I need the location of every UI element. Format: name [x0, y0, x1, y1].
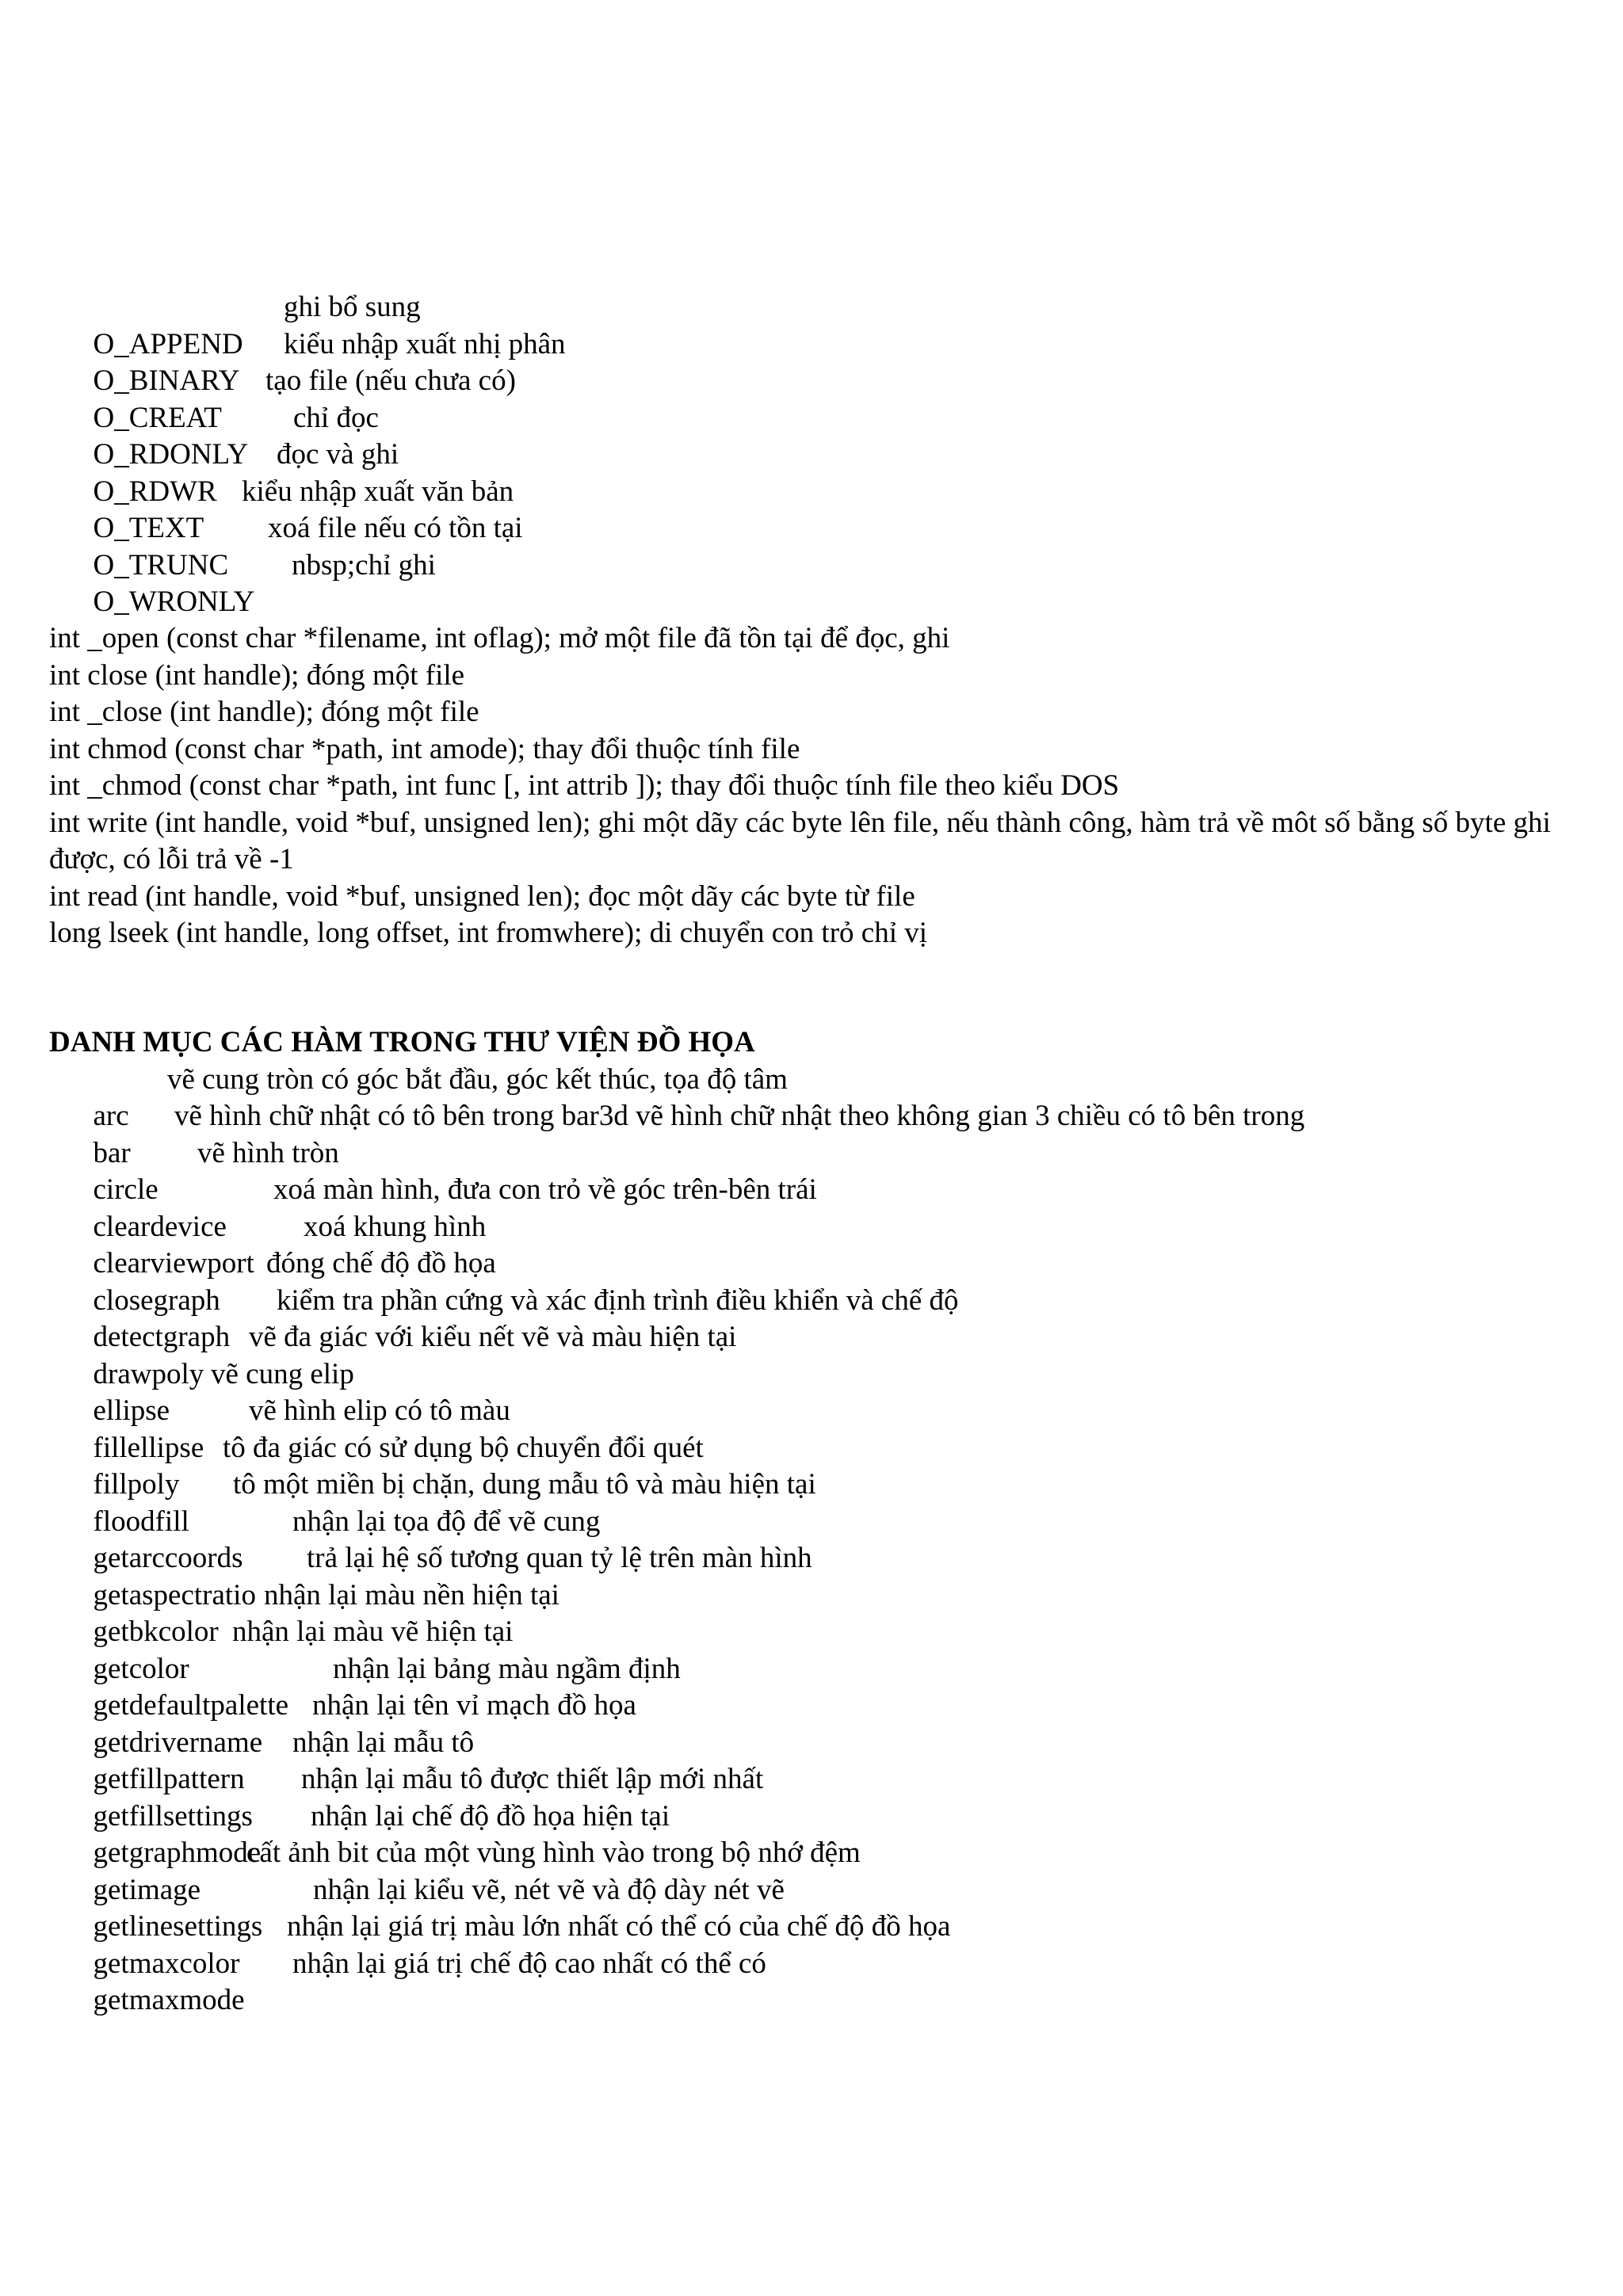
flag-description: ghi bổ sung — [284, 291, 421, 323]
function-description: vẽ hình chữ nhật có tô bên trong bar3d vẽ hình chữ nhật theo không gian 3 chiều có tô bên trong — [174, 1100, 1305, 1132]
flag-name: O_RDONLY — [93, 438, 249, 471]
function-line: int _chmod (const char *path, int func [, int attrib ]); thay đổi thuộc tính file theo kiểu DOS — [49, 769, 1120, 802]
function-description: vẽ hình tròn — [197, 1136, 339, 1169]
function-description: nhận lại màu vẽ hiện tại — [232, 1615, 514, 1648]
flag-description: tạo file (nếu chưa có) — [265, 364, 516, 397]
graphics-library-section — [49, 1024, 1587, 2016]
flag-name: O_TEXT — [93, 512, 204, 544]
flag-description: đọc và ghi — [277, 438, 399, 471]
function-description: nhận lại tọa độ để vẽ cung — [292, 1505, 601, 1538]
function-description: nhận lại mẫu tô — [292, 1726, 475, 1759]
function-name: detectgraph — [93, 1321, 231, 1353]
function-name: getmaxcolor — [93, 1947, 240, 1980]
flag-description: xoá file nếu có tồn tại — [268, 512, 523, 544]
function-description: nhận lại tên vỉ mạch đồ họa — [312, 1689, 636, 1722]
function-line: int _open (const char *filename, int oflag); mở một file đã tồn tại để đọc, ghi — [49, 622, 950, 654]
function-name: drawpoly — [93, 1357, 204, 1390]
flag-name: O_RDWR — [93, 475, 217, 508]
function-description: nhận lại chế độ đồ họa hiện tại — [311, 1799, 670, 1833]
flag-name: O_WRONLY — [93, 585, 255, 618]
function-line: int write (int handle, void *buf, unsigned len); ghi một dãy các byte lên file, nếu thành công, hàm trả về môt số bằng số byte ghi được, có lỗi trả về -1 — [49, 806, 1551, 875]
graphics-function-row — [49, 1946, 1587, 2016]
function-name: fillpoly — [93, 1468, 180, 1501]
function-name: getmaxmode — [93, 1984, 245, 2016]
function-name: getdrivername — [93, 1726, 263, 1759]
function-description: tô đa giác có sử dụng bộ chuyển đổi quét — [223, 1431, 704, 1464]
function-name: getfillpattern — [93, 1763, 245, 1795]
function-description: vẽ cung tròn có góc bắt đầu, góc kết thúc, tọa độ tâm — [167, 1062, 788, 1096]
function-description: nhận lại màu nền hiện tại — [264, 1578, 559, 1611]
function-name: getaspectratio — [93, 1578, 256, 1611]
flag-name: O_BINARY — [93, 364, 240, 397]
function-line: int close (int handle); đóng một file — [49, 658, 465, 692]
function-name: arc — [93, 1100, 129, 1132]
flag-name: O_TRUNC — [93, 548, 229, 582]
function-name: fillellipse — [93, 1431, 204, 1464]
section-heading: DANH MỤC CÁC HÀM TRONG THƯ VIỆN ĐỒ HỌA — [49, 1026, 755, 1058]
function-name: getbkcolor — [93, 1615, 219, 1648]
function-description: cất ảnh bit của một vùng hình vào trong bộ nhớ đệm — [246, 1836, 861, 1869]
function-name: getcolor — [93, 1652, 189, 1685]
flag-row — [49, 547, 1587, 618]
function-description: vẽ đa giác với kiểu nết vẽ và màu hiện tại — [249, 1321, 737, 1353]
function-name: cleardevice — [93, 1210, 227, 1243]
function-name: getlinesettings — [93, 1910, 263, 1943]
flag-description: kiểu nhập xuất nhị phân — [284, 327, 566, 360]
function-name: bar — [93, 1136, 131, 1169]
function-description: xoá màn hình, đưa con trỏ về góc trên-bên trái — [273, 1173, 817, 1206]
function-description: nhận lại bảng màu ngầm định — [333, 1652, 681, 1685]
function-description: nhận lại giá trị chế độ cao nhất có thể có — [292, 1947, 766, 1980]
function-description: nhận lại kiểu vẽ, nét vẽ và độ dày nét vẽ — [313, 1873, 785, 1906]
function-name: getgraphmode — [93, 1836, 262, 1869]
function-name: circle — [93, 1173, 158, 1206]
function-description: nhận lại giá trị màu lớn nhất có thể có của chế độ đồ họa — [287, 1910, 951, 1943]
flag-description: chỉ đọc — [293, 401, 379, 434]
function-description: nhận lại mẫu tô được thiết lập mới nhất — [301, 1763, 764, 1795]
function-description: vẽ cung elip — [211, 1357, 354, 1390]
function-description: trả lại hệ số tương quan tỷ lệ trên màn hình — [307, 1542, 812, 1574]
file-open-flags-list — [49, 289, 1587, 618]
function-line: int chmod (const char *path, int amode); thay đổi thuộc tính file — [49, 732, 800, 765]
function-name: clearviewport — [93, 1247, 254, 1280]
function-description: vẽ hình elip có tô màu — [249, 1394, 510, 1427]
function-line: int _close (int handle); đóng một file — [49, 696, 479, 728]
function-line: long lseek (int handle, long offset, int fromwhere); di chuyển con trỏ chỉ vị — [49, 917, 928, 949]
function-description: tô một miền bị chặn, dung mẫu tô và màu hiện tại — [233, 1468, 816, 1501]
function-name: getdefaultpalette — [93, 1689, 289, 1722]
flag-name: O_APPEND — [93, 327, 243, 360]
flag-description: nbsp;chỉ ghi — [292, 548, 436, 582]
function-description: kiểm tra phần cứng và xác định trình điều khiển và chế độ — [277, 1283, 959, 1317]
flag-description: kiểu nhập xuất văn bản — [242, 475, 514, 508]
function-description: đóng chế độ đồ họa — [266, 1247, 496, 1280]
function-name: getimage — [93, 1873, 201, 1906]
function-name: getarccoords — [93, 1542, 243, 1574]
flag-name: O_CREAT — [93, 401, 222, 434]
function-description: xoá khung hình — [304, 1210, 487, 1243]
function-name: getfillsettings — [93, 1799, 253, 1833]
function-name: ellipse — [93, 1394, 170, 1427]
file-io-functions-list — [49, 620, 1587, 952]
function-line: int read (int handle, void *buf, unsigned len); đọc một dãy các byte từ file — [49, 879, 915, 913]
function-name: closegraph — [93, 1283, 220, 1317]
function-name: floodfill — [93, 1505, 189, 1538]
